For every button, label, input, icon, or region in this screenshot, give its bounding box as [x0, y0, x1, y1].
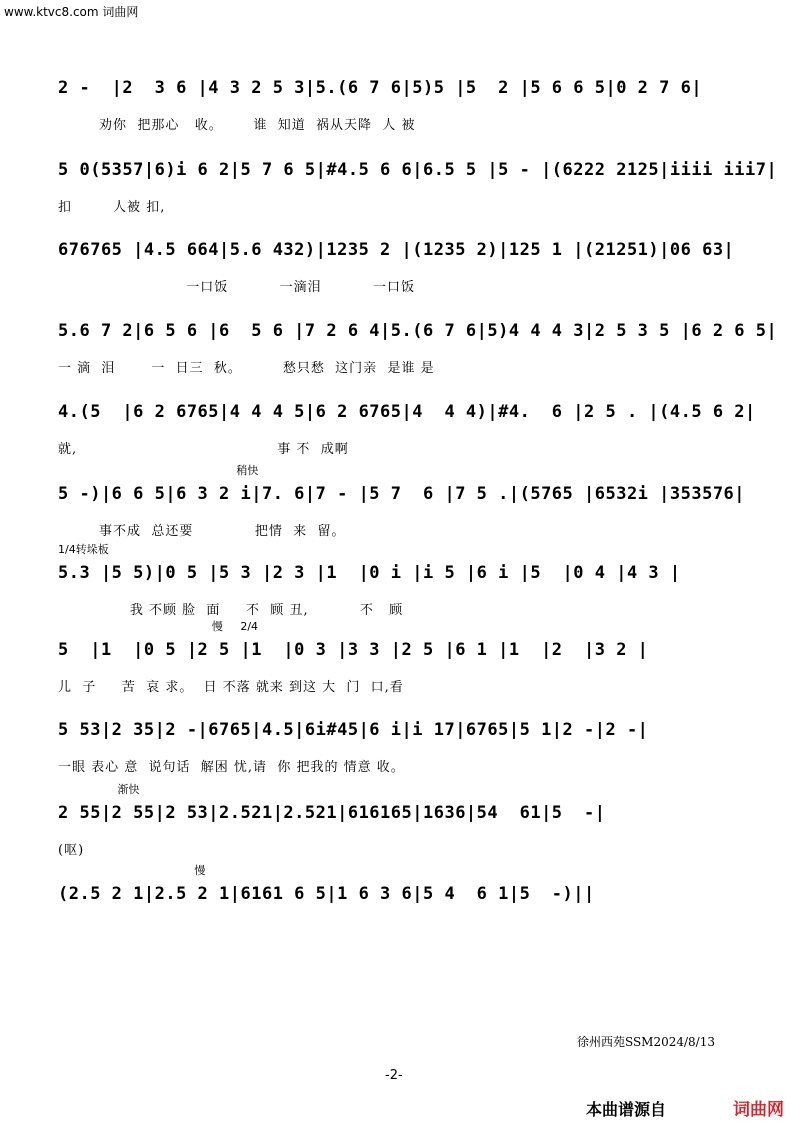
notation: 676765 |4.5 664|5.6 432)|1235 2 |(1235 2)|125 1 |(21251)|06 63|: [58, 240, 735, 260]
score-mark: 渐快: [58, 783, 140, 796]
notation: (2.5 2 1|2.5 2 1|6161 6 5|1 6 3 6|5 4 6 1|5 -)||: [58, 884, 595, 904]
score-line-3: [58, 240, 735, 326]
score-line-9: [58, 720, 730, 806]
lyrics: 一口饭 一滴泪 一口饭: [58, 280, 415, 295]
score-mark: 慢 2/4: [58, 620, 259, 633]
lyrics: 劝你 把那心 收。 谁 知道 祸从天降 人 被: [58, 118, 416, 133]
site-logo: 词曲网: [733, 1100, 784, 1120]
score-line-8: [58, 620, 730, 726]
lyrics: 一眼 表心 意 说句话 解困 忧,请 你 把我的 情意 收。: [58, 760, 405, 775]
notation: 5 0(5357|6)i 6 2|5 7 6 5|#4.5 6 6|6.5 5 |5 - |(6222 2125|iiii iii7|: [58, 160, 778, 180]
source-label: 本曲谱源自: [586, 1100, 667, 1119]
lyrics: 一 滴 泪 一 日三 秋。 愁只愁 这门亲 是谁 是: [58, 361, 435, 376]
score-line-4: [58, 321, 778, 407]
score-line-1: [58, 78, 730, 164]
notation: 5.3 |5 5)|0 5 |5 3 |2 3 |1 |0 i |i 5 |6 i |5 |0 4 |4 3 |: [58, 563, 681, 583]
page-number: -2-: [385, 1068, 403, 1083]
notation: 5 -)|6 6 5|6 3 2 i|7. 6|7 - |5 7 6 |7 5 .|(5765 |6532i |353576|: [58, 484, 746, 504]
notation: 4.(5 |6 2 6765|4 4 4 5|6 2 6765|4 4 4)|#4. 6 |2 5 . |(4.5 6 2|: [58, 402, 756, 422]
lyrics: (呕): [58, 843, 85, 858]
notation: 2 55|2 55|2 53|2.521|2.521|616165|1636|54 61|5 -|: [58, 803, 606, 823]
lyrics: 事不成 总还要 把情 来 留。: [58, 524, 346, 539]
lyrics: 儿 子 苦 哀 求。 日 不落 就来 到这 大 门 口,看: [58, 680, 404, 695]
notation: 5 53|2 35|2 -|6765|4.5|6i#45|6 i|i 17|6765|5 1|2 -|2 -|: [58, 720, 649, 740]
notation: 5.6 7 2|6 5 6 |6 5 6 |7 2 6 4|5.(6 7 6|5)4 4 4 3|2 5 3 5 |6 2 6 5|: [58, 321, 778, 341]
lyrics: 扣 人被 扣,: [58, 200, 166, 215]
arranger-credit: 徐州西苑SSM2024/8/13: [576, 1035, 715, 1049]
site-watermark: www.ktvc8.com 词曲网: [4, 5, 139, 19]
lyrics: 我 不顾 脸 面 不 顾 丑, 不 顾: [58, 603, 404, 618]
score-mark: 慢: [58, 864, 206, 877]
score-mark: 1/4转垛板: [58, 543, 109, 556]
score-line-6: [58, 464, 746, 570]
notation: 5 |1 |0 5 |2 5 |1 |0 3 |3 3 |2 5 |6 1 |1 |2 |3 2 |: [58, 640, 649, 660]
notation: 2 - |2 3 6 |4 3 2 5 3|5.(6 7 6|5)5 |5 2 |5 6 6 5|0 2 7 6|: [58, 78, 703, 98]
score-mark: 稍快: [58, 464, 259, 477]
lyrics: 就, 事 不 成啊: [58, 442, 349, 457]
score-line-2: [58, 160, 778, 246]
score-line-11: [58, 864, 730, 970]
score-line-7: [58, 543, 730, 649]
